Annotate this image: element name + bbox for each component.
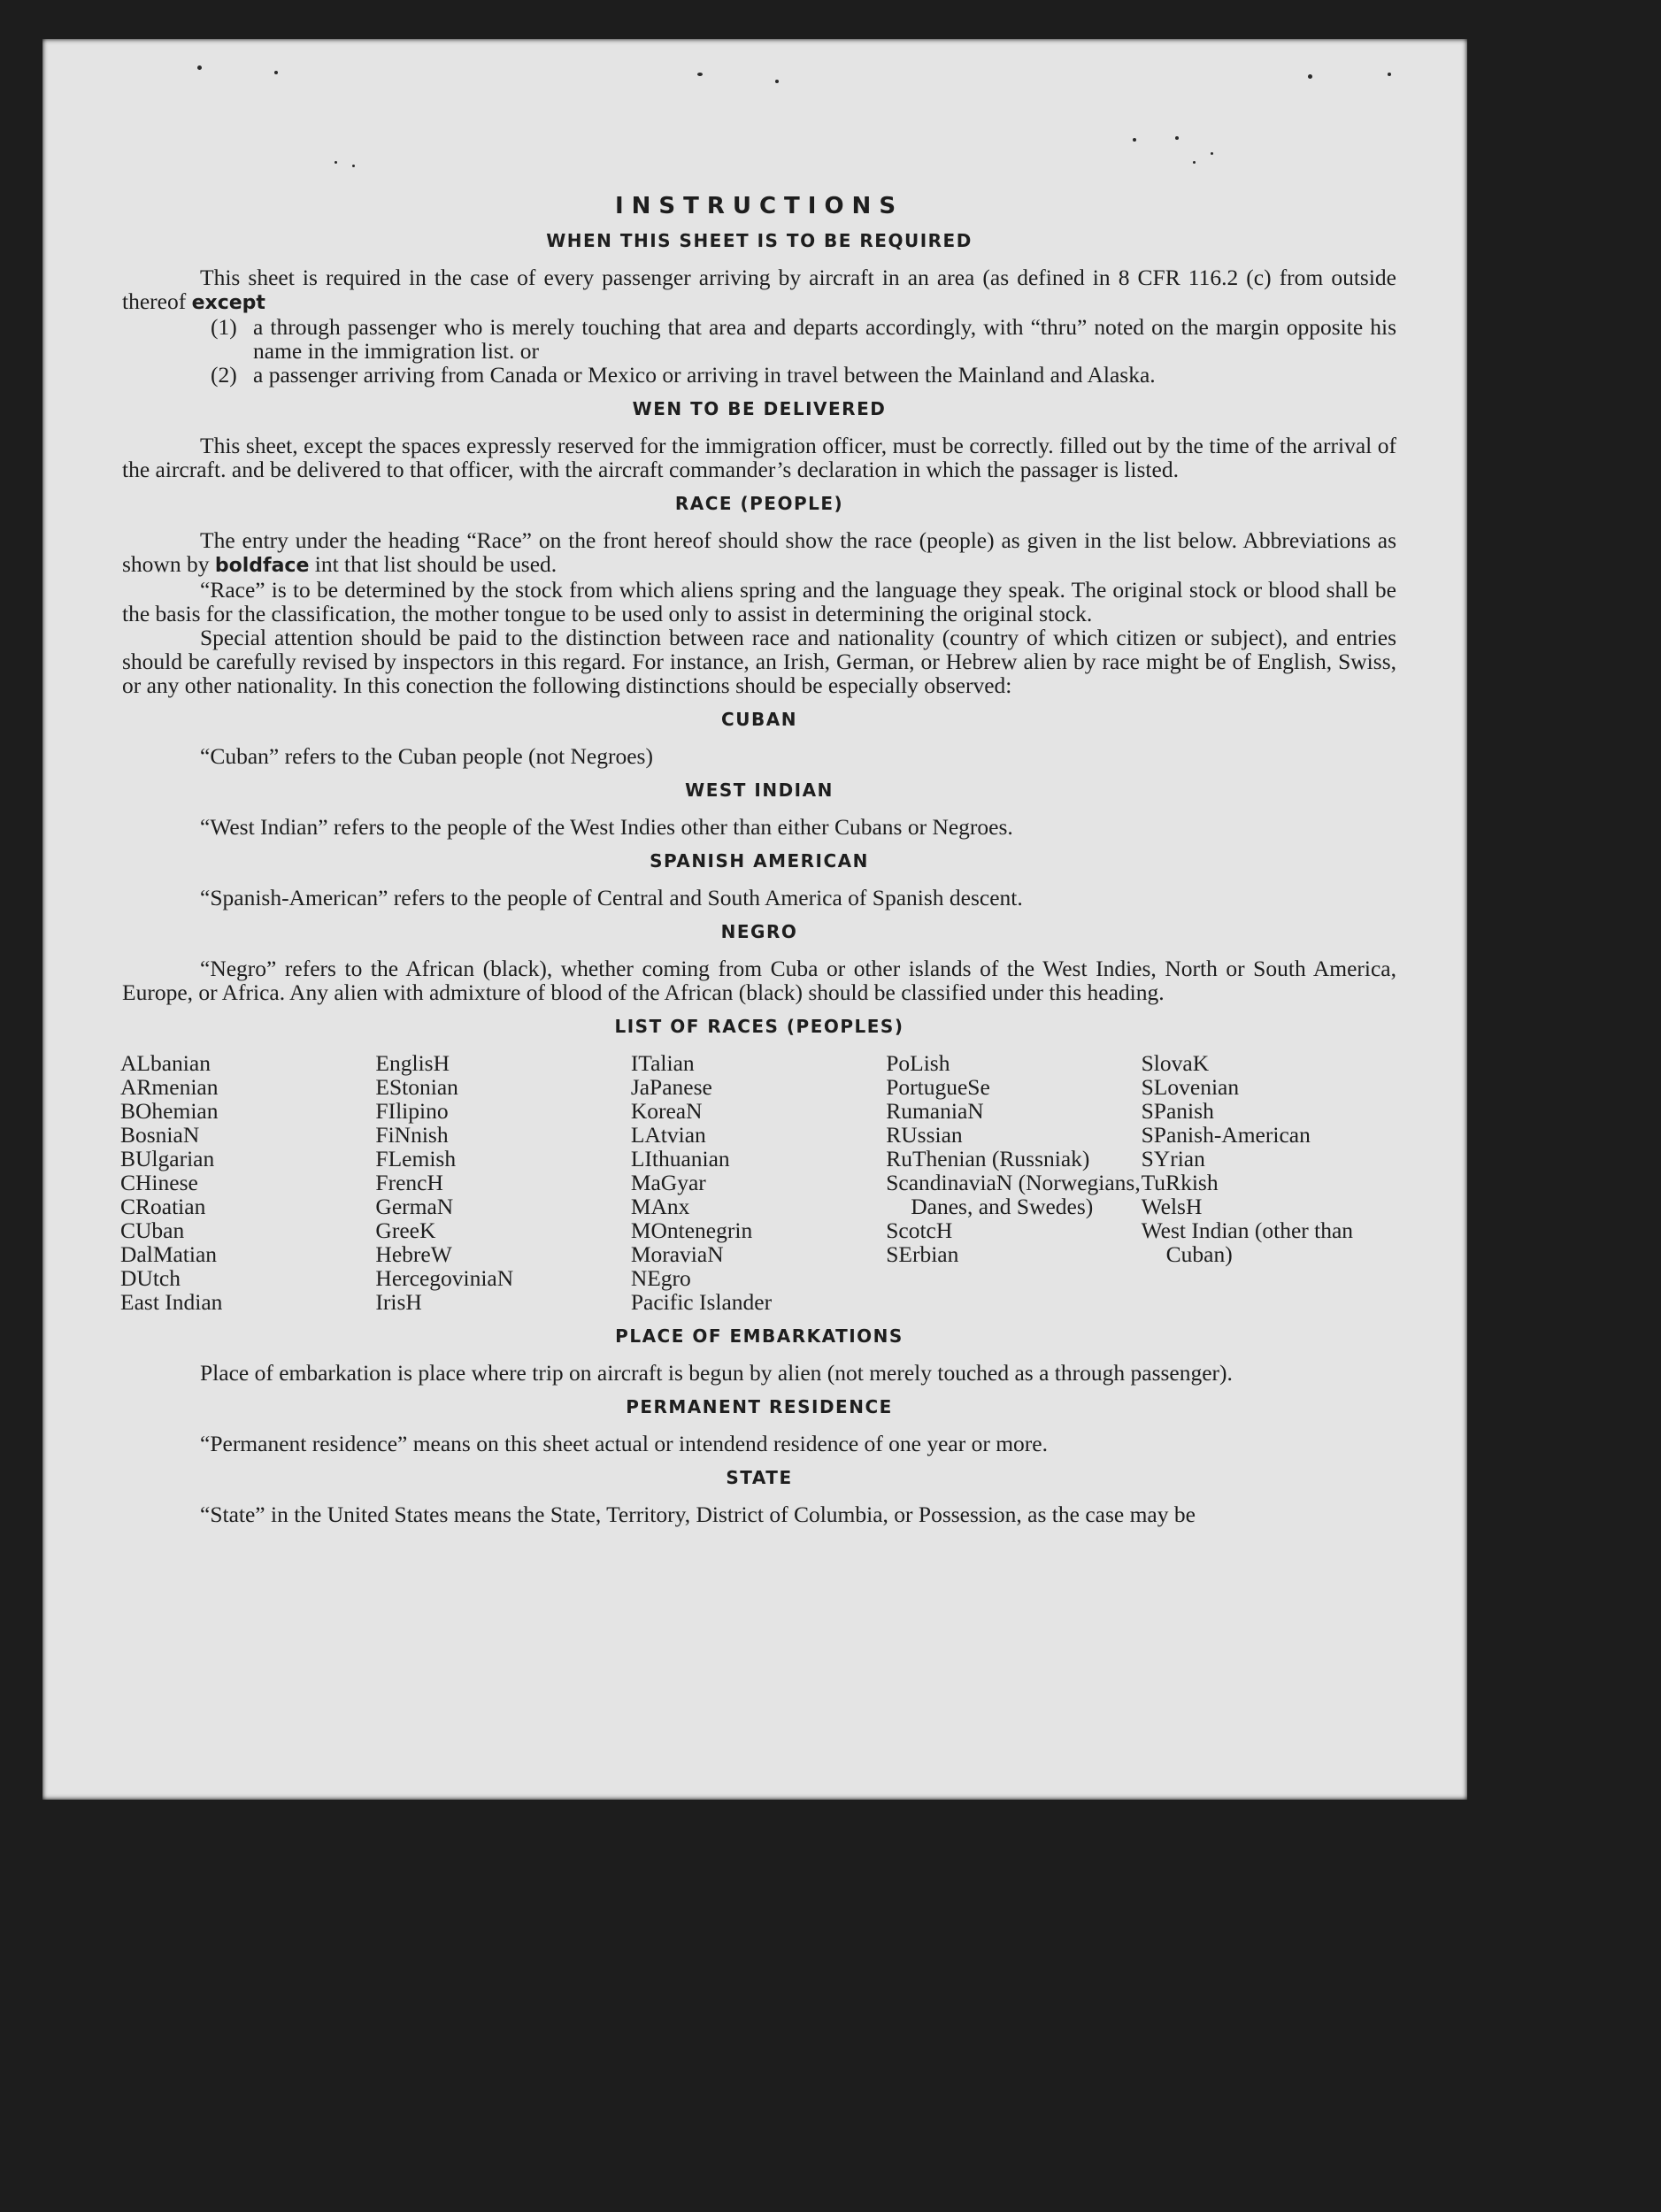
race-column: [375, 1051, 630, 1314]
item-number: (2): [211, 362, 237, 388]
race-entry: CHinese: [120, 1170, 198, 1195]
race-column: [120, 1051, 375, 1314]
race-paragraph-3: Special attention should be paid to the distinction between race and nationality (country of which citizen or subject), and entries should be carefully revised by inspectors in this regard. For instance, an Irish, German, or Hebrew alien by race might be of English, Swiss, or any other nationality. In this conection the following distinctions should be especially observed:: [122, 625, 1396, 698]
race-entry: East Indian: [120, 1289, 223, 1315]
race-entry: ScandinaviaN (Norwegians, Danes, and Swedes): [886, 1170, 1141, 1219]
race-entry: GermaN: [375, 1194, 454, 1219]
scan-speck: [274, 71, 278, 74]
scan-speck: [1175, 136, 1179, 140]
race-entry: EnglisH: [375, 1050, 450, 1076]
instructions-page: [122, 163, 1396, 1526]
race-entry: ALbanian: [120, 1050, 211, 1076]
scan-speck: [1211, 152, 1213, 155]
scan-speck: [1388, 73, 1391, 76]
exception-list: [211, 315, 1396, 387]
place-of-embarkation-text: Place of embarkation is place where trip on aircraft is begun by alien (not merely touched as a through passenger).: [200, 1360, 1233, 1386]
race-entry: PoLish: [886, 1050, 950, 1076]
page-title: INSTRUCTIONS: [614, 193, 904, 219]
section-heading-cuban: CUBAN: [721, 709, 797, 730]
spanish-american-text: “Spanish-American” refers to the people of Central and South America of Spanish descent.: [200, 885, 1023, 910]
item-text: a passenger arriving from Canada or Mexico or arriving in travel between the Mainland and Alaska.: [253, 362, 1156, 388]
scan-speck: [197, 65, 202, 70]
section-heading-spanish-american: SPANISH AMERICAN: [650, 850, 869, 872]
race-entry: HebreW: [375, 1241, 452, 1267]
race-entry: GreeK: [375, 1217, 436, 1243]
race-column: [1142, 1051, 1396, 1314]
race-entry: SYrian: [1141, 1146, 1205, 1171]
race-entry: BOhemian: [120, 1098, 219, 1124]
race-entry: FIlipino: [375, 1098, 449, 1124]
race-entry: FiNnish: [375, 1122, 449, 1148]
race-entry: ARmenian: [120, 1074, 219, 1100]
race-entry: FLemish: [375, 1146, 457, 1171]
race-p1-text-end: int that list should be used.: [314, 551, 558, 577]
race-entry: LAtvian: [630, 1122, 706, 1148]
section-heading-list-of-races: LIST OF RACES (PEOPLES): [614, 1016, 904, 1037]
when-required-except: except: [191, 292, 265, 314]
race-entry: BosniaN: [120, 1122, 200, 1148]
race-entry: JaPanese: [630, 1074, 712, 1100]
section-heading-negro: NEGRO: [720, 921, 798, 942]
race-entry: KoreaN: [630, 1098, 703, 1124]
race-entry: CRoatian: [120, 1194, 206, 1219]
when-required-intro-text: This sheet is required in the case of every passenger arriving by aircraft in an area (as defined in 8 CFR 116.2 (c) from outside thereof: [122, 265, 1396, 314]
race-entry: MOntenegrin: [630, 1217, 753, 1243]
scan-speck: [775, 80, 779, 83]
when-delivered-text: This sheet, except the spaces expressly reserved for the immigration officer, must be correctly. filled out by the time of the arrival of the aircraft. and be delivered to that officer, with the aircraft commander’s declaration in which the passager is listed.: [122, 433, 1396, 482]
race-entry: EStonian: [375, 1074, 458, 1100]
race-list: [120, 1051, 1396, 1314]
section-heading-when-required: WHEN THIS SHEET IS TO BE REQUIRED: [546, 230, 973, 251]
scan-speck: [1308, 74, 1312, 79]
section-heading-west-indian: WEST INDIAN: [685, 780, 834, 801]
list-item: [211, 315, 1396, 363]
race-entry: SlovaK: [1141, 1050, 1210, 1076]
race-entry: DUtch: [120, 1265, 181, 1291]
negro-text: “Negro” refers to the African (black), whether coming from Cuba or other islands of the West Indies, North or South America, Europe, or Africa. Any alien with admixture of blood of the African (black) should be classified under this heading.: [122, 956, 1396, 1005]
race-entry: BUlgarian: [120, 1146, 215, 1171]
section-heading-place-of-embarkation: PLACE OF EMBARKATIONS: [615, 1325, 904, 1347]
race-entry: ScotcH: [886, 1217, 953, 1243]
race-entry: RumaniaN: [886, 1098, 984, 1124]
race-entry: West Indian (other than Cuban): [1141, 1217, 1354, 1267]
race-entry: SErbian: [886, 1241, 959, 1267]
race-entry: MAnx: [630, 1194, 690, 1219]
item-text: a through passenger who is merely touching that area and departs accordingly, with “thru” noted on the margin opposite his name in the immigration list. or: [253, 314, 1396, 364]
race-p1-text: The entry under the heading “Race” on the front hereof should show the race (people) as given in the list below. Abbreviations as shown by: [122, 527, 1396, 577]
cuban-text: “Cuban” refers to the Cuban people (not Negroes): [200, 743, 653, 769]
race-entry: Pacific Islander: [630, 1289, 773, 1315]
race-entry: SLovenian: [1141, 1074, 1240, 1100]
race-entry: RUssian: [886, 1122, 963, 1148]
race-entry: PortugueSe: [886, 1074, 990, 1100]
race-p1-boldface: boldface: [214, 555, 310, 577]
section-heading-permanent-residence: PERMANENT RESIDENCE: [626, 1396, 893, 1417]
race-entry: SPanish-American: [1141, 1122, 1311, 1148]
race-entry: LIthuanian: [630, 1146, 730, 1171]
race-entry: FrencH: [375, 1170, 443, 1195]
state-text: “State” in the United States means the State, Territory, District of Columbia, or Possession, as the case may be: [200, 1502, 1196, 1527]
race-paragraph-1: [122, 528, 1396, 578]
race-entry: TuRkish: [1141, 1170, 1219, 1195]
list-item: [211, 363, 1396, 387]
item-number: (1): [211, 314, 237, 340]
scan-speck: [697, 73, 703, 76]
race-entry: WelsH: [1141, 1194, 1203, 1219]
race-entry: CUban: [120, 1217, 185, 1243]
scan-speck: [1133, 138, 1136, 142]
section-heading-when-delivered: WEN TO BE DELIVERED: [632, 398, 887, 419]
race-entry: MaGyar: [630, 1170, 706, 1195]
west-indian-text: “West Indian” refers to the people of the West Indies other than either Cubans or Negroes.: [200, 814, 1013, 840]
race-entry: RuThenian (Russniak): [886, 1146, 1090, 1171]
scanned-sheet: [42, 39, 1467, 1800]
race-paragraph-2: “Race” is to be determined by the stock from which aliens spring and the language they speak. The original stock or blood shall be the basis for the classification, the mother tongue to be used only to assist in determining the original stock.: [122, 577, 1396, 626]
when-required-intro: [122, 265, 1396, 315]
race-entry: NEgro: [630, 1265, 691, 1291]
race-column: [886, 1051, 1141, 1314]
permanent-residence-text: “Permanent residence” means on this sheet actual or intendend residence of one year or more.: [200, 1431, 1048, 1456]
race-entry: HercegoviniaN: [375, 1265, 514, 1291]
race-column: [631, 1051, 886, 1314]
race-entry: ITalian: [630, 1050, 695, 1076]
section-heading-race: RACE (PEOPLE): [674, 493, 844, 514]
race-entry: DalMatian: [120, 1241, 218, 1267]
section-heading-state: STATE: [726, 1467, 793, 1488]
race-entry: SPanish: [1141, 1098, 1214, 1124]
race-entry: IrisH: [375, 1289, 422, 1315]
race-entry: MoraviaN: [630, 1241, 724, 1267]
